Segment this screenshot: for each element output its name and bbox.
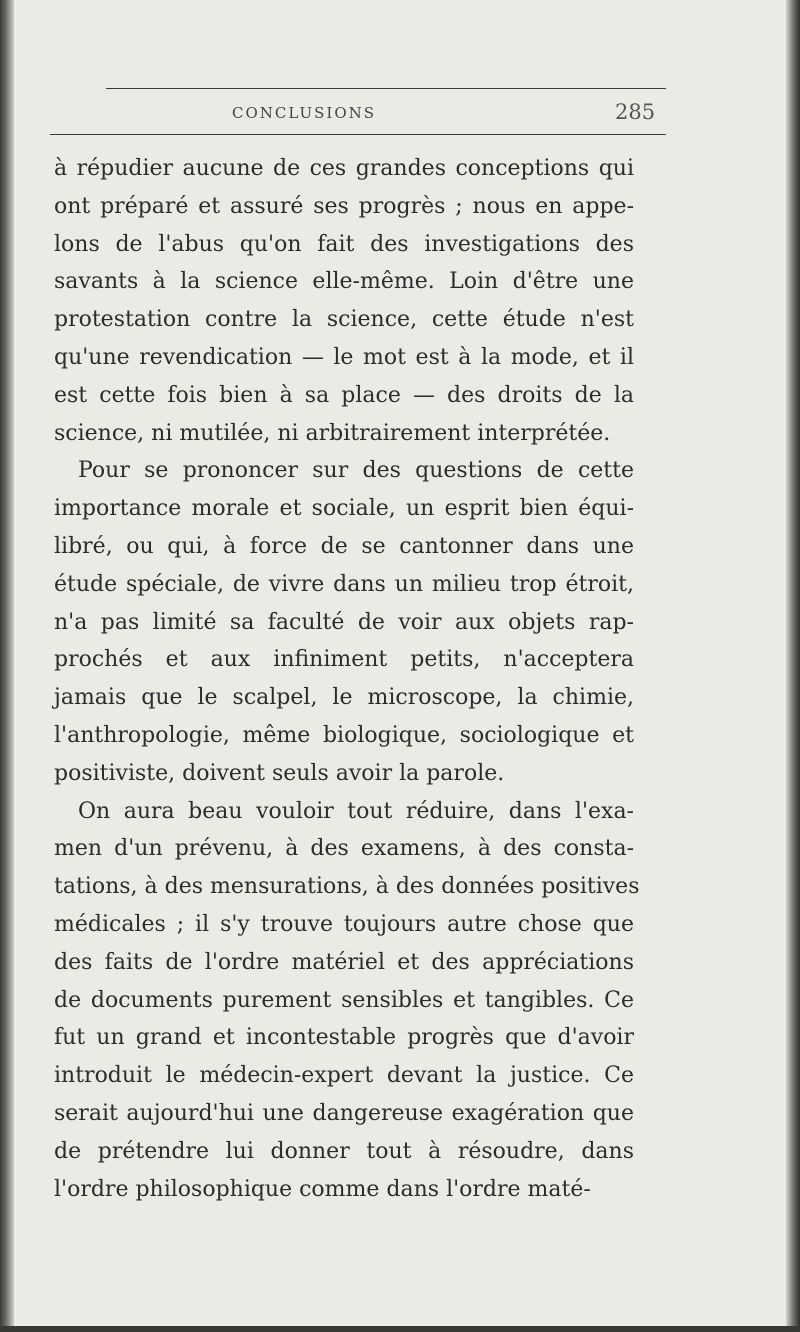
text-line: fut un grand et incontestable progrès que d'avoir xyxy=(54,1025,634,1051)
text-line: de documents purement sensibles et tangibles. Ce xyxy=(54,987,634,1013)
text-line: étude spéciale, de vivre dans un milieu trop étroit, xyxy=(54,571,634,597)
body-text xyxy=(54,150,640,1208)
text-line: importance morale et sociale, un esprit bien équi- xyxy=(54,496,634,522)
text-line: médicales ; il s'y trouve toujours autre chose que xyxy=(54,911,634,937)
text-line: de prétendre lui donner tout à résoudre, dans xyxy=(54,1138,634,1164)
text-line: On aura beau vouloir tout réduire, dans l'exa- xyxy=(78,798,634,824)
book-page xyxy=(14,0,786,1326)
text-line: savants à la science elle-même. Loin d'être une xyxy=(54,269,634,295)
scan-right-edge xyxy=(786,0,800,1332)
header-rule-top xyxy=(106,88,666,89)
text-line: Pour se prononcer sur des questions de cette xyxy=(78,458,634,484)
text-line: tations, à des mensurations, à des données positives xyxy=(54,874,640,900)
text-line: science, ni mutilée, ni arbitrairement interprétée. xyxy=(54,420,611,446)
text-line: positiviste, doivent seuls avoir la parole. xyxy=(54,760,505,786)
text-line: à répudier aucune de ces grandes conceptions qui xyxy=(54,156,634,181)
page-number: 285 xyxy=(615,100,656,124)
text-line: lons de l'abus qu'on fait des investigations des xyxy=(54,231,634,257)
text-line: introduit le médecin-expert devant la justice. Ce xyxy=(54,1063,634,1089)
text-line: jamais que le scalpel, le microscope, la chimie, xyxy=(54,685,634,711)
text-line: serait aujourd'hui une dangereuse exagération que xyxy=(54,1100,634,1126)
text-line: libré, ou qui, à force de se cantonner dans une xyxy=(54,533,634,559)
scan-left-edge xyxy=(0,0,14,1332)
text-line: l'ordre philosophique comme dans l'ordre maté- xyxy=(54,1176,591,1202)
scan-bottom-edge xyxy=(0,1326,800,1332)
text-line: men d'un prévenu, à des examens, à des consta- xyxy=(54,836,634,862)
text-line: des faits de l'ordre matériel et des appréciations xyxy=(54,949,634,975)
text-line: ont préparé et assuré ses progrès ; nous en appe- xyxy=(54,193,634,219)
text-line: protestation contre la science, cette étude n'est xyxy=(54,307,634,333)
running-head: CONCLUSIONS xyxy=(232,104,377,122)
text-line: l'anthropologie, même biologique, sociologique et xyxy=(54,722,634,748)
text-line: est cette fois bien à sa place — des droits de la xyxy=(54,382,634,408)
text-line: prochés et aux infiniment petits, n'acceptera xyxy=(54,647,634,673)
header-rule-bottom xyxy=(50,134,666,135)
text-line: n'a pas limité sa faculté de voir aux objets rap- xyxy=(54,609,634,635)
text-line: qu'une revendication — le mot est à la mode, et il xyxy=(54,344,634,370)
